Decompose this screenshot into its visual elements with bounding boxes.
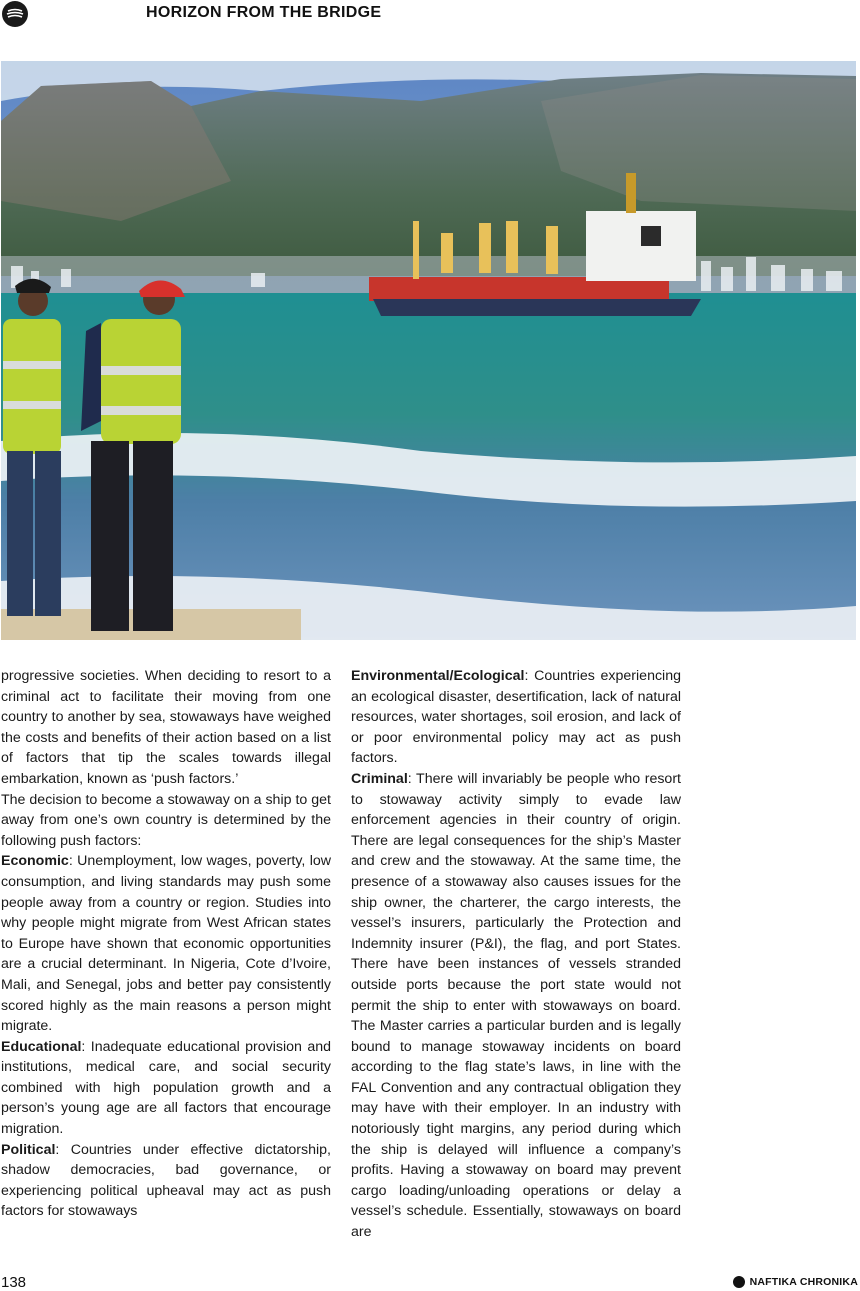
article-column-left <box>1 666 331 1222</box>
paragraph-environmental: Environmental/Ecological: Countries experiencing an ecological disaster, desertification, lack of natural resources, water shortages, soil erosion, and lack of or poor environmental policy may act as push factors. <box>351 668 681 767</box>
section-title: HORIZON FROM THE BRIDGE <box>146 4 382 21</box>
footer-brand <box>733 1276 858 1288</box>
factor-label: Economic <box>1 853 69 870</box>
factor-label: Educational <box>1 1038 82 1055</box>
paragraph-economic: Economic: Unemployment, low wages, poverty, low consumption, and living standards may push some people away from a country or region. Studies into why people might migrate from West African states to Europe have shown that economic opportunities are a crucial determinant. In Nigeria, Cote d’Ivoire, Mali, and Senegal, jobs and better pay consistently scored highly as the main reasons a person might migrate. <box>1 853 331 1035</box>
factor-label: Criminal <box>351 770 408 787</box>
paragraph-educational: Educational: Inadequate educational provision and institutions, medical care, and social security combined with high population growth and a person’s young age are all factors that encourage migration. <box>1 1038 331 1138</box>
paragraph-political: Political: Countries under effective dictatorship, shadow democracies, bad governance, or experiencing political upheaval may act as push factors for stowaways <box>1 1141 331 1220</box>
magazine-logo-icon <box>2 1 28 27</box>
page-number: 138 <box>1 1274 27 1291</box>
paragraph: The decision to become a stowaway on a ship to get away from one’s own country is determined by the following push factors: <box>1 791 331 849</box>
factor-label: Environmental/Ecological <box>351 668 525 684</box>
cargo-ship-photo <box>1 61 856 640</box>
paragraph-criminal: Criminal: There will invariably be people who resort to stowaway activity simply to evade law enforcement agencies in their country of origin. There are legal consequences for the ship’s Master and crew and the stowaway. At the same time, the presence of a stowaway also causes issues for the ship owner, the charterer, the cargo interests, the vessel’s insurers, particularly the Protection and Indemnity insurer (P&I), the flag, and port States. There have been instances of vessels stranded outside ports because the port state would not permit the ship to enter with stowaways on board. The Master carries a particular burden and is legally bound to manage stowaway incidents on board according to the flag state’s laws, in line with the FAL Convention and any contractual obligation they may have with their employer. In an industry with notoriously tight margins, any period during which the ship is delayed will influence a company’s profits. Having a stowaway on board may prevent cargo loading/unloading operations or delay a vessel’s schedule. Essentially, stowaways on board are <box>351 770 681 1241</box>
factor-label: Political <box>1 1141 56 1158</box>
paragraph: progressive societies. When deciding to resort to a criminal act to facilitate their moving from one country to another by sea, stowaways have weighed the costs and benefits of their action based on a list of factors that tip the scales towards illegal embarkation, known as ‘push factors.’ <box>1 668 331 787</box>
article-column-right <box>351 666 681 1243</box>
brand-name: NAFTIKA CHRONIKA <box>749 1276 858 1288</box>
brand-logo-icon <box>733 1276 745 1288</box>
